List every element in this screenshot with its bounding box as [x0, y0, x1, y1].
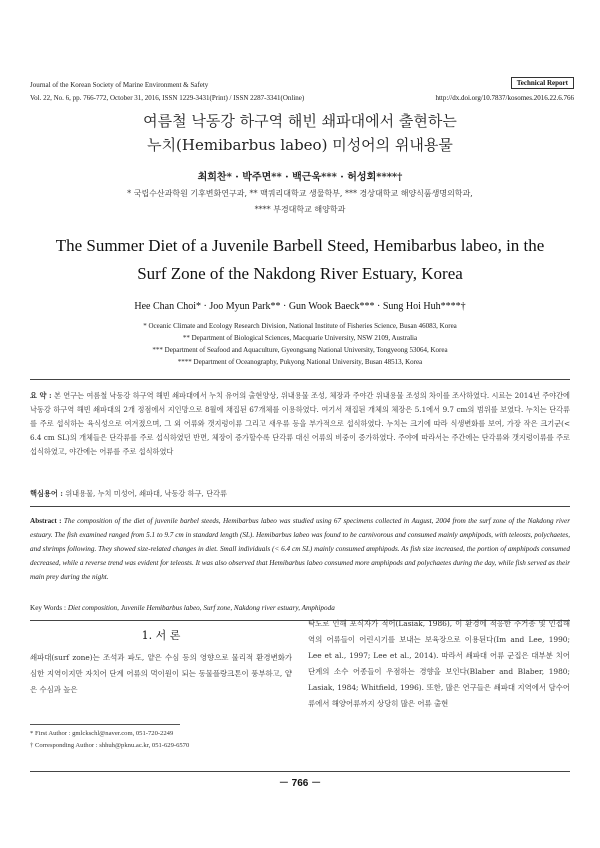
- page-bottom-rule: [30, 771, 570, 772]
- english-abstract: [30, 514, 570, 584]
- english-authors: Hee Chan Choi* · Joo Myun Park** · Gun Wook Baeck*** · Sung Hoi Huh****†: [134, 301, 466, 312]
- english-affiliation-3: *** Department of Seafood and Aquaculture, Gyeongsang National University, Tongyeong 53064, Korea: [152, 346, 448, 354]
- english-abstract-text: The composition of the diet of juvenile barbel steeds, Hemibarbus labeo was studied using 67 specimens collected in August, 2004 from the surf zone of the Nakdong river estuary. The fish examined ranged from 5.1 to 9.7 cm in standard length (SL). Hemibarbus labeo was found to be carnivorous and consumed mainly amphipods, with teleosts, polychaetes, and shrimps following. They showed size-related changes in diet. Small individuals (< 6.4 cm SL) mainly consumed amphipods. As fish size increased, the portion of amphipods consumed decreased, while a reverse trend was evident for teleosts. It was also observed that Hemibarbus labeo consumed more amphipods and polychaetes during the day, while fish served as their main prey during the night.: [30, 517, 570, 581]
- korean-abstract-label: 요 약 :: [30, 391, 52, 400]
- journal-name: Journal of the Korean Society of Marine Environment & Safety: [30, 81, 209, 89]
- korean-authors: 최희찬* · 박주면** · 백근욱*** · 허성회****†: [197, 172, 403, 183]
- english-affiliation-1: * Oceanic Climate and Ecology Research Division, National Institute of Fisheries Science, Busan 46083, Korea: [143, 322, 457, 330]
- footnote-corresponding-author: † Corresponding Author : shhuh@pknu.ac.kr, 051-629-6570: [30, 742, 190, 749]
- korean-affiliation-1: * 국립수산과학원 기후변화연구과, ** 맥쿼리대학교 생물학부, *** 경상대학교 해양식품생명의학과,: [127, 189, 473, 198]
- english-affiliation-2: ** Department of Biological Sciences, Macquarie University, NSW 2109, Australia: [182, 334, 418, 342]
- footnote-first-author: * First Author : gmlckschl@naver.com, 051-720-2249: [30, 730, 174, 737]
- technical-report-badge: Technical Report: [511, 77, 574, 89]
- english-title-line-2: Surf Zone of the Nakdong River Estuary, Korea: [137, 264, 463, 283]
- english-title-line-1: The Summer Diet of a Juvenile Barbell Steed, Hemibarbus labeo, in the: [55, 236, 545, 255]
- doi-link[interactable]: http://dx.doi.org/10.7837/kosomes.2016.22.6.766: [435, 94, 574, 102]
- volume-line: Vol. 22, No. 6, pp. 766-772, October 31, 2016, ISSN 1229-3431(Print) / ISSN 2287-3341(Online): [30, 94, 305, 102]
- korean-abstract-text: 본 연구는 여름철 낙동강 하구역 해빈 쇄파대에서 누치 유어의 출현양상, 위내용물 조성, 체장과 주야간 위내용물 조성의 차이를 조사하였다. 시료는 2014년 주야간에 낙동강 하구역 해빈 쇄파대의 2개 정점에서 지인망으로 8월에 채집된 67개체를 이용하였다. 여기서 채집된 개체의 체장은 5.1에서 9.7 cm의 범위를 보였다. 누치는 단각류를 주로 섭식하는 육식성으로 여겨졌으며, 그 외 어류와 갯지렁이류 그리고 새우류 등을 부가적으로 섭식하였다. 누치는 크기에 따라 식생변화를 보여, 가장 작은 크기군(< 6.4 cm SL)의 개체들은 단각류를 주로 섭식하였던 반면, 체장이 증가할수록 단각류 대신 어류의 비중이 증가하였다. 주야에 따라서는 주간에는 단각류와 갯지렁이류를 주로 섭식하였고, 야간에는 어류를 주로 섭식하였다: [30, 391, 570, 456]
- korean-keywords-text: 위내용물, 누치 미성어, 쇄파대, 낙동강 하구, 단각류: [65, 489, 227, 498]
- abstract-middle-rule: [30, 506, 570, 507]
- korean-keywords: [30, 489, 227, 499]
- korean-affiliation-2: **** 부경대학교 해양학과: [254, 205, 346, 214]
- body-text-left-column: 쇄파대(surf zone)는 조석과 파도, 얕은 수심 등의 영향으로 물리적 환경변화가 심한 지역이지만 자치어 단계 어류의 먹이원이 되는 동물플랑크톤이 풍부하고, 얕은 수심과 높은: [30, 653, 292, 694]
- english-keywords-text: Diet composition, Juvenile Hemibarbus labeo, Surf zone, Nakdong river estuary, Amphipoda: [67, 604, 335, 612]
- korean-abstract: [30, 389, 570, 459]
- english-keywords-label: Key Words :: [30, 604, 67, 612]
- footnote-rule: [30, 724, 180, 725]
- body-text-right-column: 탁도로 인해 포식자가 적어(Lasiak, 1986), 이 환경에 적응한 주거종 및 인접해역의 어류들이 어린시기를 보내는 보육장으로 이용된다(Im and Lee, 1990; Lee et al., 1997; Lee et al., 2014). 따라서 쇄파대 어류 군집은 대부분 치어 단계의 소수 어종들이 우점하는 경향을 보인다(Blaber and Blaber, 1980; Lasiak, 1984; Whitfield, 1996). 또한, 많은 연구들은 쇄파대 지역에서 담수어류에서 해양어류까지 상당히 많은 어류 출현: [308, 619, 570, 708]
- korean-title-line-1: 여름철 낙동강 하구역 해빈 쇄파대에서 출현하는: [143, 112, 457, 130]
- english-abstract-label: Abstract :: [30, 517, 62, 525]
- page-number: － 766 －: [278, 778, 322, 789]
- english-keywords: [30, 604, 335, 612]
- korean-keywords-label: 핵심용어 :: [30, 489, 63, 498]
- english-affiliation-4: **** Department of Oceanography, Pukyong National University, Busan 48513, Korea: [177, 358, 423, 366]
- abstract-top-rule: [30, 379, 570, 380]
- korean-title-line-2: 누치(Hemibarbus labeo) 미성어의 위내용물: [147, 136, 453, 154]
- section-title-introduction: 1. 서 론: [141, 629, 181, 642]
